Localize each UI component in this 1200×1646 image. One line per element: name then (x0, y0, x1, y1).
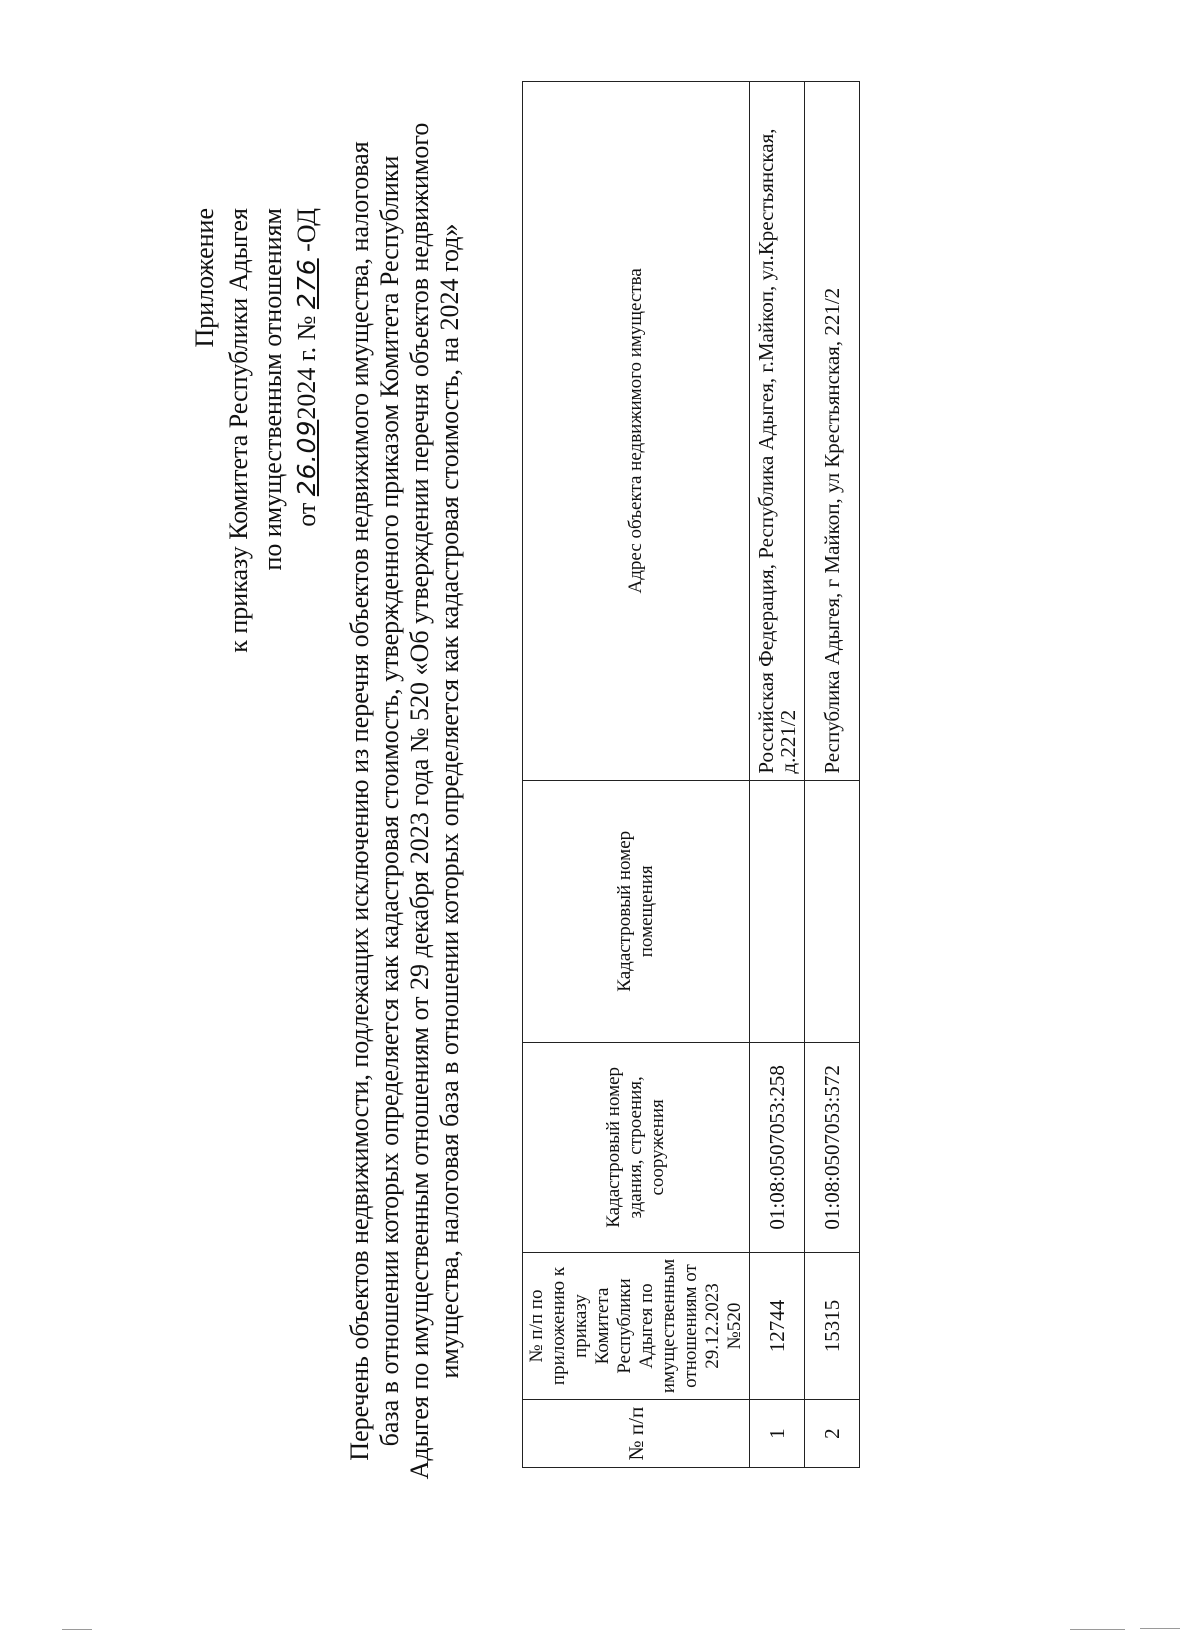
cell-num: 1 (750, 1400, 805, 1468)
appendix-order-line: к приказу Комитета Республики Адыгея (224, 208, 253, 653)
handwritten-date: 26.09 (292, 419, 321, 497)
table-row (805, 82, 860, 1468)
date-prefix: от (292, 502, 321, 527)
cell-appendix-num: 15315 (805, 1252, 860, 1399)
header-cell-building-cadastral: Кадастровый номер здания, строения, сооружения (523, 1042, 750, 1252)
cell-address: Российская Федерация, Республика Адыгея, г.Майкоп, ул.Крестьянская, д.221/2 (750, 82, 805, 781)
cell-building-cadastral: 01:08:0507053:258 (750, 1042, 805, 1252)
header-cell-room-cadastral: Кадастровый номер помещения (523, 780, 750, 1042)
cell-address: Республика Адыгея, г Майкоп, ул Крестьянская, 221/2 (805, 82, 860, 781)
heading-line: база в отношении которых определяется как кадастровая стоимость, утвержденного приказом Комитета Республики (375, 155, 404, 1447)
scan-mark (1140, 1628, 1180, 1629)
appendix-title: Приложение (190, 208, 219, 348)
cell-building-cadastral: 01:08:0507053:572 (805, 1042, 860, 1252)
appendix-block (188, 208, 324, 653)
cell-room-cadastral (750, 780, 805, 1042)
table-row (750, 82, 805, 1468)
appendix-committee-line: по имущественным отношениям (258, 208, 287, 571)
header-cell-address: Адрес объекта недвижимого имущества (523, 82, 750, 781)
property-table (522, 81, 860, 1468)
document-heading (345, 111, 465, 1491)
header-cell-appendix-num: № п/п по приложению к приказу Комитета Республики Адыгея по имущественным отношениям от 29.12.2023 №520 (523, 1252, 750, 1399)
heading-line: Перечень объектов недвижимости, подлежащих исключению из перечня объектов недвижимого имущества, налоговая (345, 141, 374, 1461)
heading-line: имущества, налоговая база в отношении которых определяется как кадастровая стоимость, на 2024 год» (435, 223, 464, 1379)
cell-room-cadastral (805, 780, 860, 1042)
cell-appendix-num: 12744 (750, 1252, 805, 1399)
heading-line: Адыгея по имущественным отношениям от 29 декабря 2023 года № 520 «Об утверждении перечня объектов недвижимого (405, 122, 434, 1480)
date-year: 2024 г. № (292, 315, 321, 420)
handwritten-number: 276 (292, 258, 321, 310)
appendix-date-line (290, 208, 324, 653)
table-header-row (523, 82, 750, 1468)
cell-num: 2 (805, 1400, 860, 1468)
scan-mark (1070, 1629, 1125, 1630)
scan-mark (62, 1629, 92, 1630)
number-suffix: -ОД (292, 208, 321, 252)
header-cell-num: № п/п (523, 1400, 750, 1468)
